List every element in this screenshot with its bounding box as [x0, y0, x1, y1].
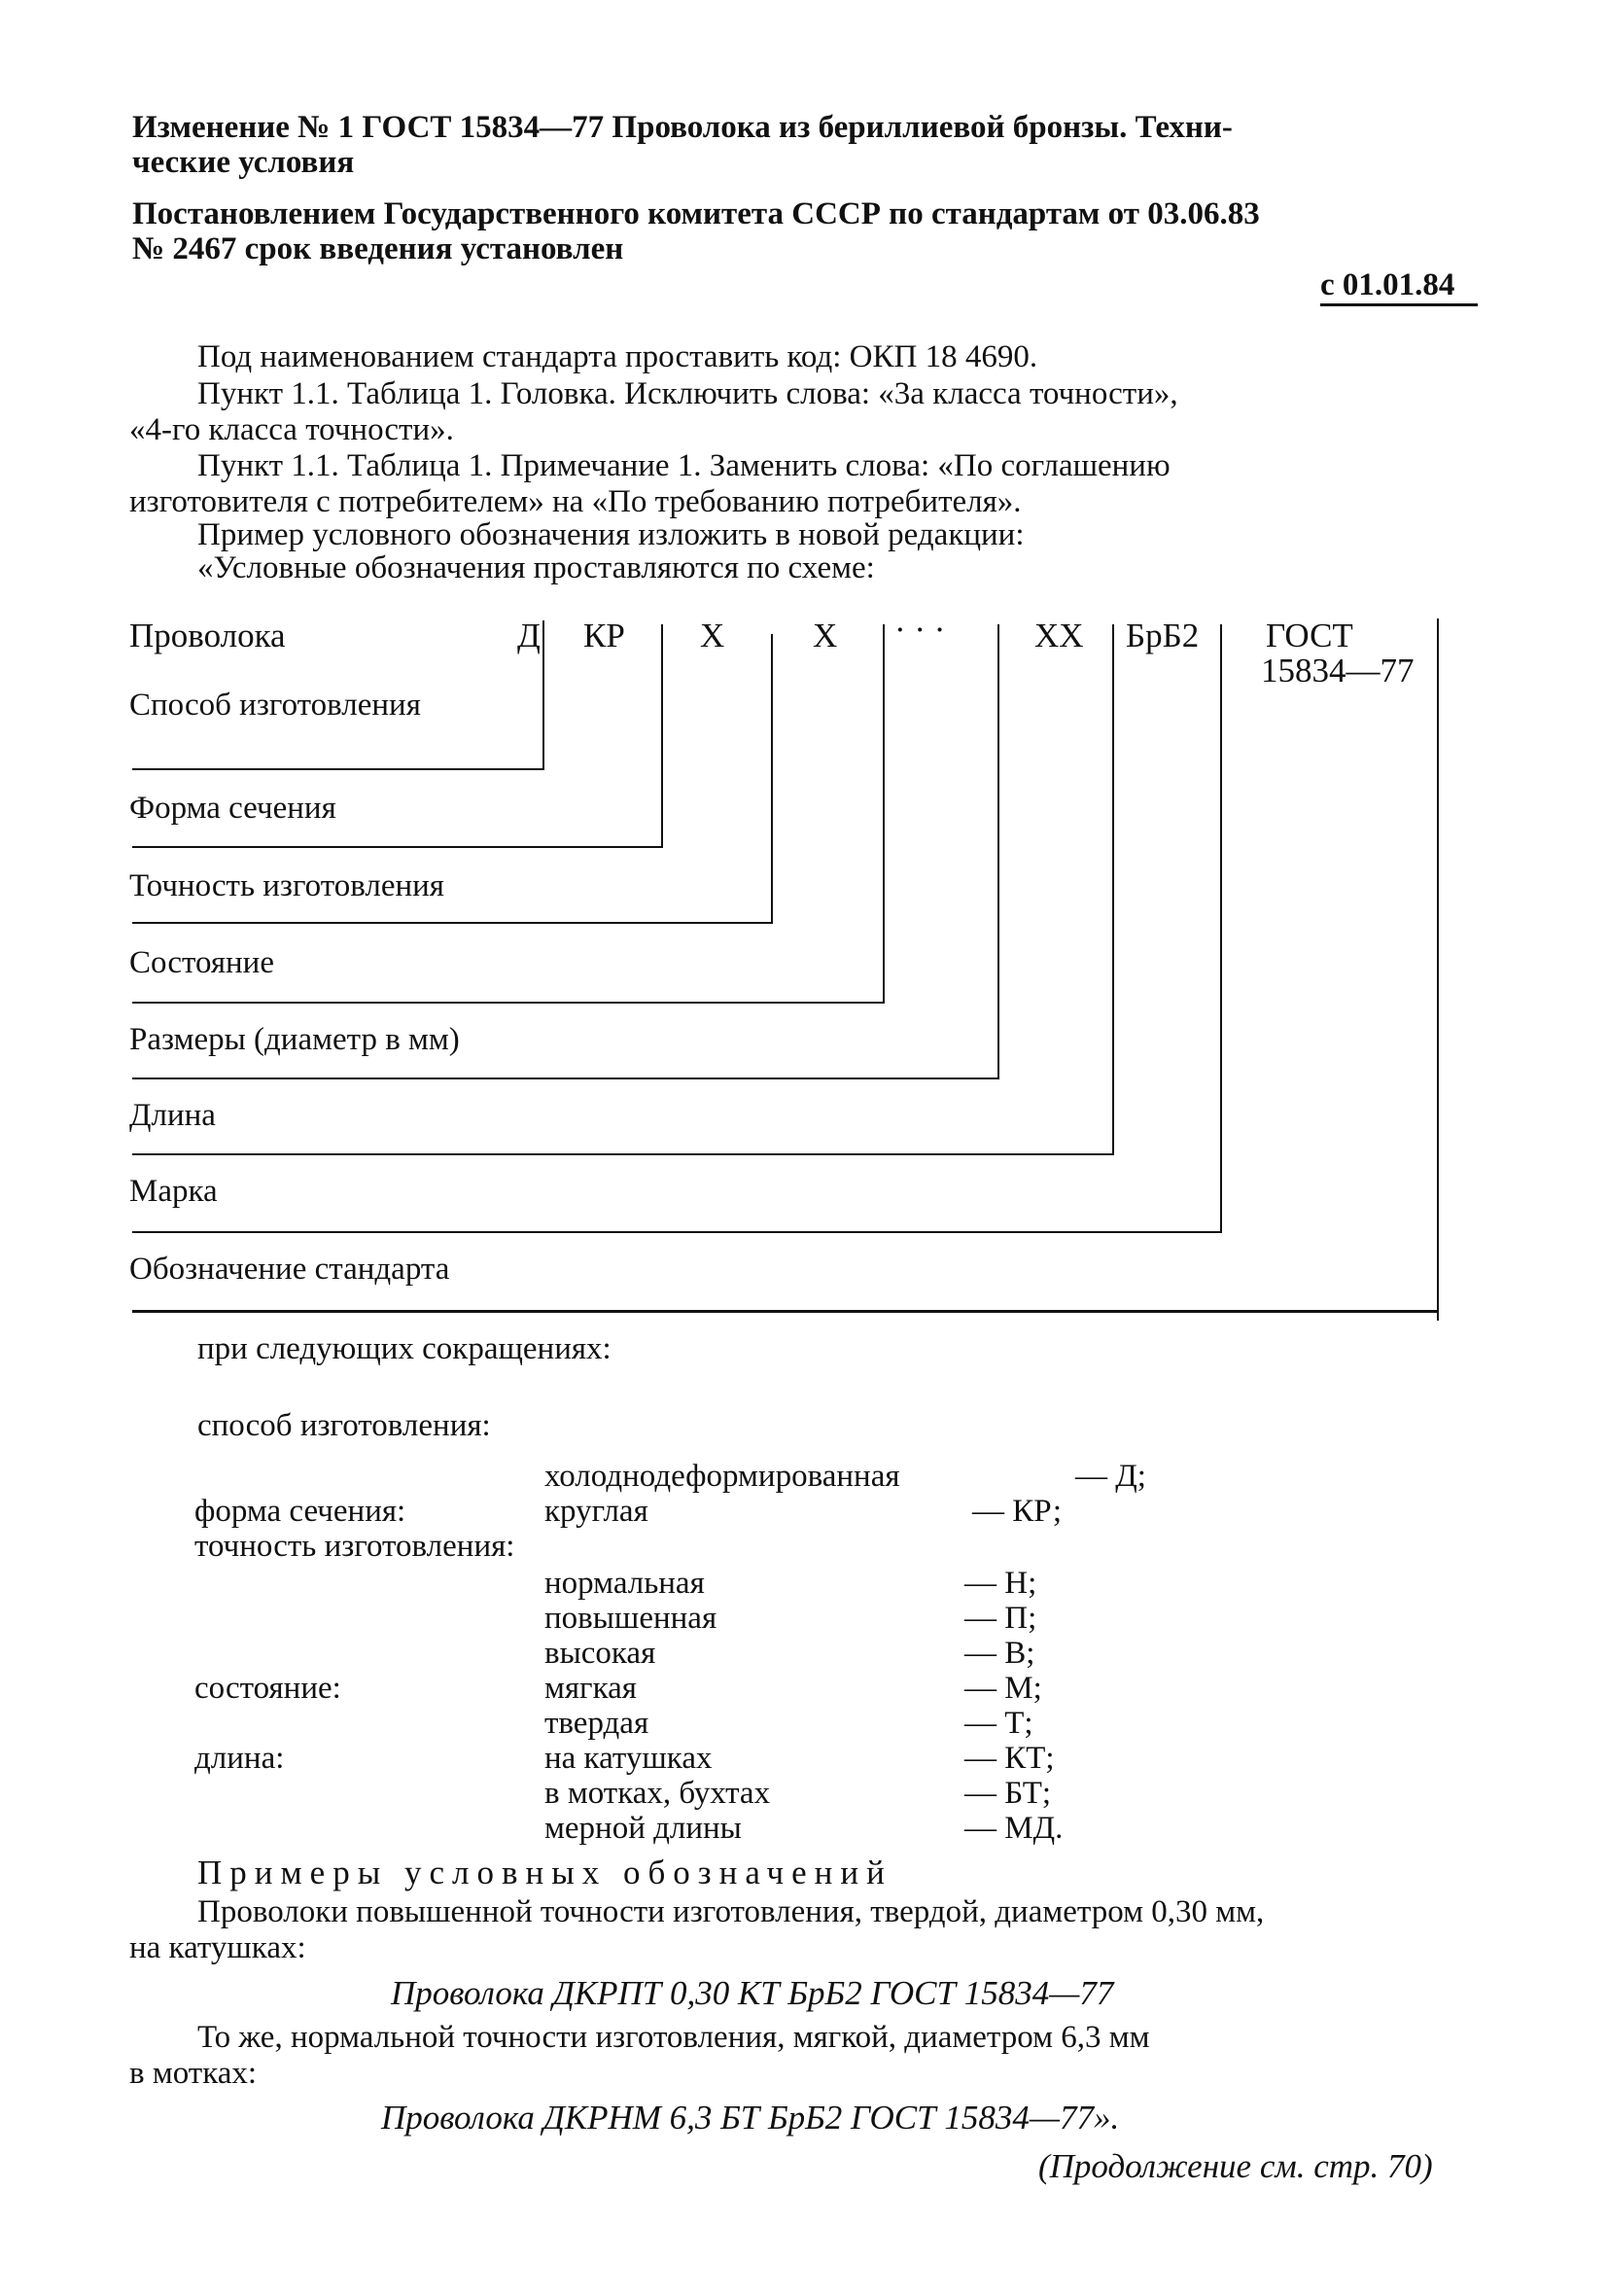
decree-line-1: Постановлением Государственного комитета СССР по стандартам от 03.06.83 — [132, 196, 1260, 231]
abbrev-symbol: — Д; — [1075, 1459, 1146, 1494]
scheme-label-section: Форма сечения — [129, 791, 336, 826]
abbrev-category: форма сечения: — [194, 1494, 406, 1529]
intro-p1: Под наименованием стандарта проставить код: ОКП 18 4690. — [197, 339, 1038, 374]
abbrev-symbol: — КР; — [972, 1494, 1063, 1529]
scheme-vline-size — [997, 624, 999, 1077]
abbrev-intro: при следующих сокращениях: — [197, 1331, 612, 1366]
scheme-label-standard: Обозначение стандарта — [129, 1252, 450, 1287]
abbrev-symbol: — МД. — [964, 1811, 1064, 1846]
scheme-hline-state — [132, 1002, 885, 1004]
scheme-vline-length — [1112, 624, 1114, 1153]
scheme-standard-line2: 15834—77 — [1261, 652, 1415, 689]
scheme-hline-section — [132, 846, 663, 848]
intro-p3-line2: изготовителя с потребителем» на «По требованию потребителя». — [129, 484, 1022, 519]
example1-text-line1: Проволоки повышенной точности изготовления, твердой, диаметром 0,30 мм, — [197, 1894, 1265, 1929]
abbrev-term: мягкая — [544, 1671, 637, 1706]
scheme-code-precision: Х — [700, 617, 725, 654]
scheme-code-state: Х — [813, 617, 838, 654]
abbrev-symbol: — П; — [964, 1601, 1037, 1636]
scheme-code-method: Д — [517, 617, 541, 654]
scheme-hline-standard — [132, 1310, 1439, 1313]
abbrev-category: точность изготовления: — [194, 1529, 515, 1564]
abbrev-term: твердая — [544, 1706, 649, 1741]
intro-p3-line1: Пункт 1.1. Таблица 1. Примечание 1. Заменить слова: «По соглашению — [197, 448, 1171, 483]
scheme-hline-precision — [132, 922, 773, 924]
scheme-hline-method — [132, 768, 544, 770]
scheme-code-length: ХХ — [1034, 617, 1084, 654]
scheme-vline-standard — [1437, 618, 1439, 1321]
abbrev-category: длина: — [194, 1741, 285, 1776]
scheme-vline-grade — [1220, 624, 1222, 1231]
scheme-label-grade: Марка — [129, 1174, 218, 1209]
title-line-1: Изменение № 1 ГОСТ 15834—77 Проволока из бериллиевой бронзы. Техни- — [132, 110, 1233, 145]
scheme-code-grade: БрБ2 — [1126, 617, 1200, 654]
abbrev-symbol: — В; — [964, 1636, 1035, 1671]
continuation-note: (Продолжение см. стр. 70) — [1038, 2147, 1433, 2185]
example2-designation: Проволока ДКРНМ 6,3 БТ БрБ2 ГОСТ 15834—77». — [381, 2099, 1120, 2137]
abbrev-symbol: — БТ; — [964, 1776, 1052, 1811]
abbrev-term: повышенная — [544, 1601, 717, 1636]
effective-date-underline — [1320, 303, 1478, 306]
abbrev-symbol: — Н; — [964, 1566, 1037, 1601]
intro-p4: Пример условного обозначения изложить в новой редакции: — [197, 517, 1025, 552]
scheme-hline-size — [132, 1077, 999, 1079]
example1-text-line2: на катушках: — [129, 1930, 306, 1965]
decree-line-2: № 2467 срок введения установлен — [132, 231, 624, 266]
scheme-product: Проволока — [129, 617, 286, 654]
examples-heading: Примеры условных обозначений — [197, 1854, 892, 1891]
scheme-vline-method — [542, 620, 544, 768]
abbrev-category: состояние: — [194, 1671, 341, 1706]
abbrev-term: высокая — [544, 1636, 656, 1671]
scheme-vline-state — [883, 624, 885, 1002]
effective-date: с 01.01.84 — [1320, 267, 1455, 302]
scheme-hline-length — [132, 1153, 1114, 1155]
abbrev-method-heading: способ изготовления: — [197, 1408, 491, 1443]
scheme-label-length: Длина — [129, 1098, 216, 1133]
scheme-label-precision: Точность изготовления — [129, 868, 444, 903]
abbrev-term: холоднодеформированная — [544, 1459, 900, 1494]
example2-text-line2: в мотках: — [129, 2056, 258, 2091]
intro-p2-line2: «4-го класса точности». — [129, 412, 454, 447]
abbrev-term: круглая — [544, 1494, 648, 1529]
scheme-label-method: Способ изготовления — [129, 688, 421, 723]
abbrev-term: в мотках, бухтах — [544, 1776, 771, 1811]
abbrev-symbol: — Т; — [964, 1706, 1033, 1741]
example1-designation: Проволока ДКРПТ 0,30 КТ БрБ2 ГОСТ 15834—77 — [391, 1974, 1114, 2012]
scheme-hline-grade — [132, 1231, 1222, 1233]
scheme-label-size: Размеры (диаметр в мм) — [129, 1022, 460, 1057]
scheme-vline-precision — [771, 634, 773, 922]
scheme-standard-line1: ГОСТ — [1266, 617, 1353, 654]
title-line-2: ческие условия — [132, 145, 355, 180]
abbrev-symbol: — КТ; — [964, 1741, 1055, 1776]
intro-p5: «Условные обозначения проставляются по схеме: — [197, 550, 875, 585]
scheme-code-size: · · · — [894, 611, 946, 649]
scheme-code-section: КР — [583, 617, 625, 654]
example2-text-line1: То же, нормальной точности изготовления, мягкой, диаметром 6,3 мм — [197, 2020, 1150, 2055]
abbrev-term: нормальная — [544, 1566, 705, 1601]
scheme-label-state: Состояние — [129, 945, 274, 980]
abbrev-symbol: — М; — [964, 1671, 1042, 1706]
abbrev-term: на катушках — [544, 1741, 713, 1776]
scheme-vline-section — [661, 624, 663, 846]
intro-p2-line1: Пункт 1.1. Таблица 1. Головка. Исключить слова: «3а класса точности», — [197, 376, 1178, 411]
abbrev-term: мерной длины — [544, 1811, 742, 1846]
